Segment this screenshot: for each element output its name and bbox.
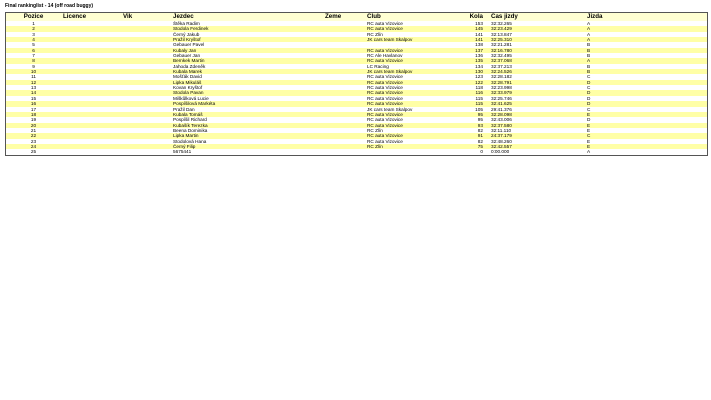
cell-time: 24:37.179	[485, 133, 585, 138]
col-header-age[interactable]: Vik	[121, 13, 171, 21]
cell-time: 32:23.998	[485, 85, 585, 90]
cell-driver: Černý Filip	[171, 144, 323, 149]
col-header-driver[interactable]: Jezdec	[171, 13, 323, 21]
cell-club: RC auta Vizovice	[365, 123, 465, 128]
cell-time: 32:37.213	[485, 64, 585, 69]
cell-club: RC auta Vizovice	[365, 74, 465, 79]
cell-driver: Pospíšilová Markéta	[171, 101, 323, 106]
cell-club: JK cars team Skalpov	[365, 107, 465, 112]
cell-position: 11	[6, 74, 61, 79]
cell-heat: E	[585, 112, 707, 117]
cell-club	[365, 149, 465, 154]
cell-position: 24	[6, 144, 61, 149]
cell-licence	[61, 149, 121, 154]
cell-driver: Stodolová Hana	[171, 139, 323, 144]
cell-heat: B	[585, 69, 707, 74]
cell-laps: 122	[465, 80, 485, 85]
cell-laps: 135	[465, 58, 485, 63]
cell-time: 32:48.260	[485, 139, 585, 144]
cell-laps: 115	[465, 101, 485, 106]
cell-time: 32:37.068	[485, 58, 585, 63]
cell-time: 32:28.791	[485, 80, 585, 85]
cell-club: RC auta Vizovice	[365, 117, 465, 122]
cell-driver: Lipka Mikuláš	[171, 80, 323, 85]
cell-position: 5	[6, 42, 61, 47]
cell-position: 7	[6, 53, 61, 58]
col-header-country[interactable]: Zeme	[323, 13, 365, 21]
cell-club: RC Zlín	[365, 32, 465, 37]
cell-position: 13	[6, 85, 61, 90]
col-header-club[interactable]: Club	[365, 13, 465, 21]
cell-position: 9	[6, 64, 61, 69]
cell-heat: C	[585, 107, 707, 112]
cell-laps: 134	[465, 64, 485, 69]
cell-time: 32:33.979	[485, 90, 585, 95]
col-header-licence[interactable]: Licence	[61, 13, 121, 21]
page-title: Final rankinglist - 14 (off road buggy)	[5, 3, 94, 9]
cell-position: 6	[6, 48, 61, 53]
cell-time: 32:32.495	[485, 53, 585, 58]
cell-position: 16	[6, 101, 61, 106]
cell-heat: D	[585, 80, 707, 85]
cell-time: 32:41.625	[485, 101, 585, 106]
cell-time: 32:43.006	[485, 117, 585, 122]
table-row	[6, 149, 707, 154]
cell-heat: A	[585, 37, 707, 42]
cell-laps: 75	[465, 144, 485, 149]
cell-heat: E	[585, 123, 707, 128]
cell-club: RC auta Vizovice	[365, 58, 465, 63]
cell-laps: 105	[465, 107, 485, 112]
cell-club: LC Racing	[365, 64, 465, 69]
cell-country	[323, 149, 365, 154]
cell-time: 0:00.000	[485, 149, 585, 154]
cell-time: 32:32.265	[485, 21, 585, 26]
cell-heat: A	[585, 32, 707, 37]
cell-club: RC Zlín	[365, 144, 465, 149]
cell-laps: 0	[465, 149, 485, 154]
cell-driver: Jahoda Zdeněk	[171, 64, 323, 69]
cell-laps: 145	[465, 26, 485, 31]
cell-club: RC auta Vizovice	[365, 48, 465, 53]
cell-position: 12	[6, 80, 61, 85]
cell-laps: 82	[465, 139, 485, 144]
cell-driver: Kubala Marek	[171, 69, 323, 74]
cell-laps: 118	[465, 85, 485, 90]
cell-age	[121, 149, 171, 154]
cell-heat: A	[585, 21, 707, 26]
cell-driver: 5675441	[171, 149, 323, 154]
cell-heat: E	[585, 139, 707, 144]
cell-position: 10	[6, 69, 61, 74]
cell-laps: 115	[465, 96, 485, 101]
cell-laps: 136	[465, 53, 485, 58]
cell-position: 17	[6, 107, 61, 112]
cell-laps: 141	[465, 32, 485, 37]
cell-position: 8	[6, 58, 61, 63]
cell-time: 32:37.580	[485, 123, 585, 128]
cell-position: 1	[6, 21, 61, 26]
cell-club: RC auta Vizovice	[365, 21, 465, 26]
cell-driver: Beena Dominika	[171, 128, 323, 133]
cell-heat: B	[585, 42, 707, 47]
cell-laps: 141	[465, 37, 485, 42]
cell-position: 21	[6, 128, 61, 133]
cell-club: JK cars team Skalpov	[365, 37, 465, 42]
cell-heat: E	[585, 144, 707, 149]
cell-club: RC auta Vizovice	[365, 133, 465, 138]
cell-heat: B	[585, 64, 707, 69]
cell-driver: Štěka Radim	[171, 21, 323, 26]
cell-driver: Stodola Pavan	[171, 90, 323, 95]
cell-time: 29:41.376	[485, 107, 585, 112]
cell-club: RC auta Vizovice	[365, 112, 465, 117]
cell-heat: A	[585, 58, 707, 63]
cell-club: RC auta Vizovice	[365, 96, 465, 101]
cell-position: 25	[6, 149, 61, 154]
cell-heat: B	[585, 53, 707, 58]
cell-club: JK cars team Skalpov	[365, 69, 465, 74]
cell-driver: Pražil Kryštof	[171, 37, 323, 42]
cell-time: 32:11.110	[485, 128, 585, 133]
cell-position: 3	[6, 32, 61, 37]
cell-time: 32:42.557	[485, 144, 585, 149]
cell-driver: Pospíšil Richard	[171, 117, 323, 122]
col-header-time[interactable]: Cas jizdy	[485, 13, 585, 21]
cell-time: 32:13.847	[485, 32, 585, 37]
col-header-heat[interactable]: Jizda	[585, 13, 707, 21]
cell-driver: Stodola Ferdinek	[171, 26, 323, 31]
cell-time: 32:21.281	[485, 42, 585, 47]
cell-laps: 95	[465, 112, 485, 117]
cell-position: 22	[6, 133, 61, 138]
cell-heat: A	[585, 26, 707, 31]
cell-position: 2	[6, 26, 61, 31]
col-header-position[interactable]: Pozice	[6, 13, 61, 21]
ranking-table	[6, 13, 707, 155]
cell-driver: Gebauer Pavel	[171, 42, 323, 47]
cell-driver: Kubala Tomáš	[171, 112, 323, 117]
cell-driver: Pražil Dan	[171, 107, 323, 112]
cell-driver: Mošťák David	[171, 74, 323, 79]
col-header-laps[interactable]: Kola	[465, 13, 485, 21]
cell-driver: Lipka Martin	[171, 133, 323, 138]
cell-laps: 91	[465, 133, 485, 138]
cell-club: RC auta Vizovice	[365, 80, 465, 85]
cell-position: 15	[6, 96, 61, 101]
cell-heat: C	[585, 85, 707, 90]
cell-driver: Kovan Kryštof	[171, 85, 323, 90]
cell-time: 32:25.746	[485, 96, 585, 101]
cell-heat: D	[585, 96, 707, 101]
cell-heat: D	[585, 117, 707, 122]
cell-laps: 82	[465, 128, 485, 133]
cell-club: RC auta Vizovice	[365, 90, 465, 95]
header-row	[6, 13, 707, 21]
cell-position: 19	[6, 117, 61, 122]
cell-laps: 95	[465, 117, 485, 122]
cell-laps: 93	[465, 123, 485, 128]
ranking-table-container	[5, 12, 708, 156]
cell-club: RC auta Vizovice	[365, 85, 465, 90]
cell-position: 18	[6, 112, 61, 117]
cell-laps: 153	[465, 21, 485, 26]
cell-driver: Kubaly Jan	[171, 48, 323, 53]
cell-time: 32:23.429	[485, 26, 585, 31]
cell-laps: 116	[465, 90, 485, 95]
cell-heat: C	[585, 74, 707, 79]
cell-position: 23	[6, 139, 61, 144]
cell-time: 32:28.098	[485, 112, 585, 117]
cell-laps: 138	[465, 42, 485, 47]
cell-heat: A	[585, 149, 707, 154]
cell-time: 32:16.780	[485, 48, 585, 53]
cell-time: 32:25.310	[485, 37, 585, 42]
cell-driver: Kubašík Terezka	[171, 123, 323, 128]
cell-position: 14	[6, 90, 61, 95]
cell-driver: Černý Jakub	[171, 32, 323, 37]
cell-driver: Miškůlková Lucie	[171, 96, 323, 101]
cell-heat: B	[585, 48, 707, 53]
cell-club: RC Ale Havlanov	[365, 53, 465, 58]
cell-time: 32:28.182	[485, 74, 585, 79]
cell-heat: E	[585, 128, 707, 133]
cell-position: 4	[6, 37, 61, 42]
cell-position: 20	[6, 123, 61, 128]
cell-driver: Gebauer Jan	[171, 53, 323, 58]
cell-club: RC auta Vizovice	[365, 26, 465, 31]
cell-laps: 123	[465, 74, 485, 79]
cell-laps: 137	[465, 48, 485, 53]
cell-heat: C	[585, 133, 707, 138]
cell-club: RC Zlín	[365, 128, 465, 133]
cell-club: RC auta Vizovice	[365, 139, 465, 144]
cell-driver: Bernkek Martin	[171, 58, 323, 63]
cell-heat: D	[585, 90, 707, 95]
cell-heat: D	[585, 101, 707, 106]
cell-club: RC auta Vizovice	[365, 101, 465, 106]
cell-laps: 130	[465, 69, 485, 74]
cell-time: 32:24.526	[485, 69, 585, 74]
